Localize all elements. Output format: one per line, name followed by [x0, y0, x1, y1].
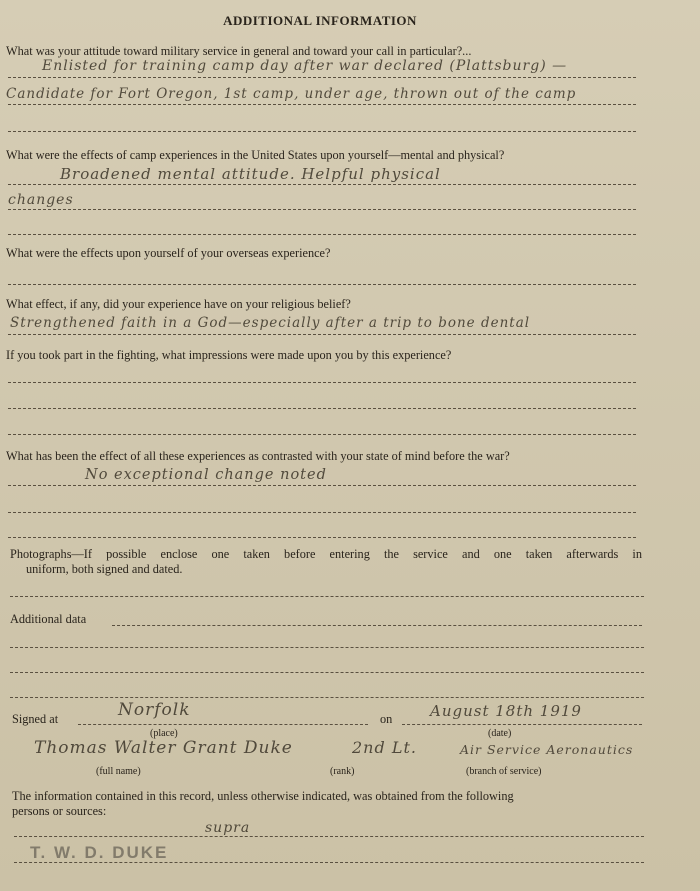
- branch-caption: (branch of service): [466, 766, 542, 777]
- photographs-instruction-line2: uniform, both signed and dated.: [26, 562, 183, 576]
- answer-line: [8, 537, 636, 538]
- answer-line: [8, 408, 636, 409]
- signed-at-label: Signed at: [12, 712, 59, 726]
- answer-line: [8, 434, 636, 435]
- place-caption: (place): [150, 728, 178, 739]
- signature-rank: 2nd Lt.: [352, 738, 417, 757]
- answer-line: [10, 596, 644, 597]
- sources-instruction-line2: persons or sources:: [12, 804, 107, 818]
- place-line: [78, 724, 368, 725]
- answer-line: [8, 512, 636, 513]
- page-title: ADDITIONAL INFORMATION: [223, 13, 417, 28]
- answer-line: [10, 672, 644, 673]
- answer-line: [112, 625, 642, 626]
- answer-line: [8, 382, 636, 383]
- answer-attitude-line2: Candidate for Fort Oregon, 1st camp, under age, thrown out of the camp: [6, 86, 577, 102]
- signed-place: Norfolk: [118, 700, 191, 720]
- sources-instruction-line1: The information contained in this record, unless otherwise indicated, was obtained from the following: [12, 789, 514, 803]
- full-name-caption: (full name): [96, 766, 141, 777]
- on-label: on: [380, 712, 393, 726]
- answer-camp-effects-line2: changes: [8, 192, 74, 208]
- name-stamp: T. W. D. DUKE: [30, 843, 169, 862]
- additional-data-label: Additional data: [10, 612, 87, 626]
- question-camp-effects: What were the effects of camp experiences in the United States upon yourself—mental and physical?: [6, 148, 505, 162]
- signature-full-name: Thomas Walter Grant Duke: [34, 738, 293, 758]
- question-overseas: What were the effects upon yourself of your overseas experience?: [6, 246, 331, 260]
- answer-line: [8, 77, 636, 78]
- date-line: [402, 724, 642, 725]
- photographs-instruction-line1: Photographs—If possible enclose one taken before entering the service and one taken afterwards in: [10, 547, 642, 561]
- rank-caption: (rank): [330, 766, 355, 777]
- question-contrast: What has been the effect of all these experiences as contrasted with your state of mind before the war?: [6, 449, 510, 463]
- signature-branch: Air Service Aeronautics: [460, 742, 634, 757]
- answer-religious: Strengthened faith in a God—especially after a trip to bone dental: [10, 315, 531, 331]
- answer-line: [8, 184, 636, 185]
- answer-line: [10, 647, 644, 648]
- answer-line: [8, 131, 636, 132]
- date-caption: (date): [488, 728, 512, 739]
- answer-line: [8, 485, 636, 486]
- answer-line: [8, 284, 636, 285]
- answer-line: [8, 104, 636, 105]
- question-fighting: If you took part in the fighting, what impressions were made upon you by this experience?: [6, 348, 452, 362]
- answer-attitude-line1: Enlisted for training camp day after war declared (Plattsburg) —: [42, 58, 568, 74]
- answer-contrast: No exceptional change noted: [85, 467, 327, 483]
- question-religious: What effect, if any, did your experience have on your religious belief?: [6, 297, 351, 311]
- answer-line: [8, 234, 636, 235]
- signed-date: August 18th 1919: [430, 702, 582, 720]
- answer-line: [10, 697, 644, 698]
- sources-answer: supra: [205, 820, 251, 836]
- answer-line: [14, 836, 644, 837]
- answer-line: [8, 209, 636, 210]
- answer-line: [8, 334, 636, 335]
- answer-camp-effects-line1: Broadened mental attitude. Helpful physical: [60, 165, 441, 183]
- question-attitude: What was your attitude toward military service in general and toward your call in particular?...: [6, 44, 472, 58]
